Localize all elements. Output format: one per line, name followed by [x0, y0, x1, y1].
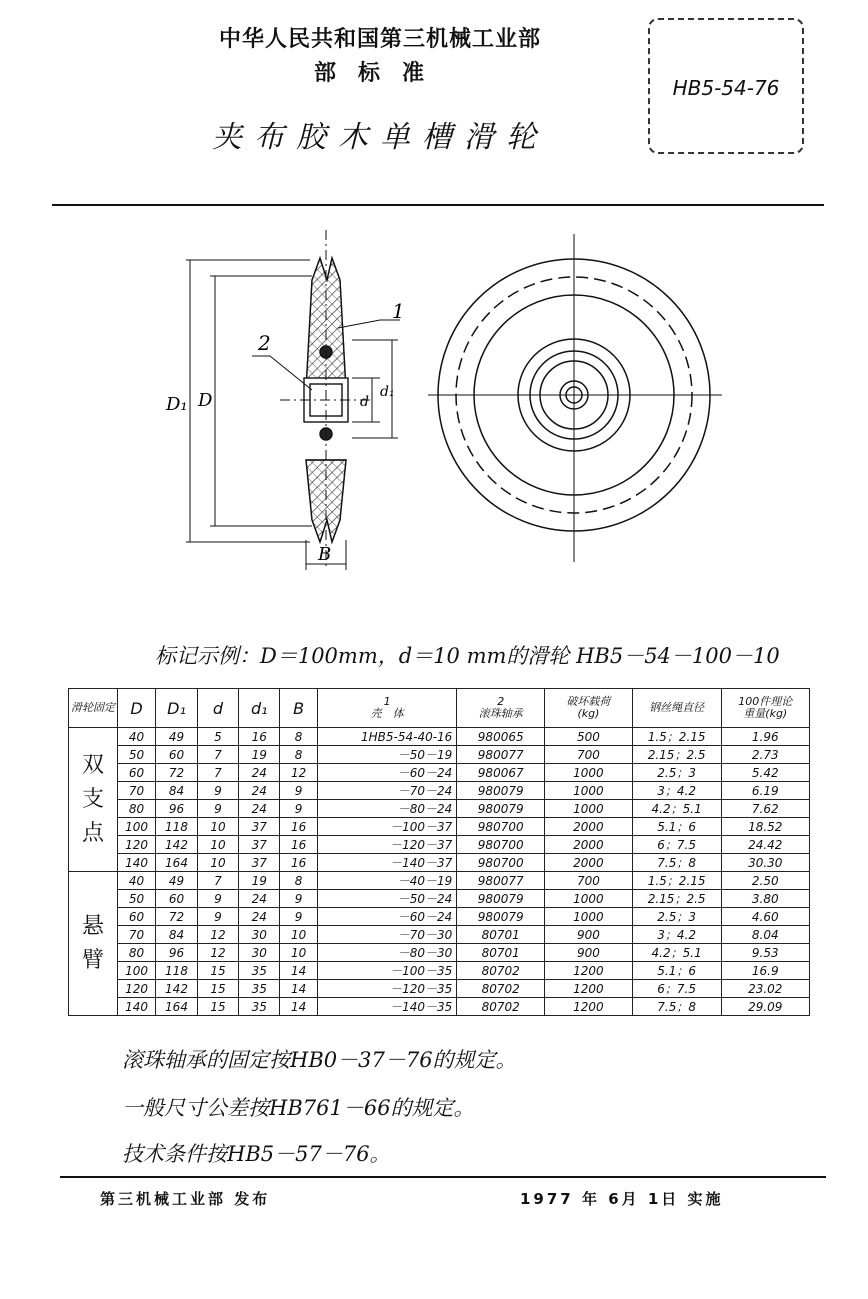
- cell-d: 9: [197, 890, 238, 908]
- cell-D: 40: [118, 728, 156, 746]
- cell-rope: 5.1；6: [632, 818, 721, 836]
- cell-shell: －140－37: [317, 854, 456, 872]
- cell-shell: －100－35: [317, 962, 456, 980]
- cell-rope: 4.2；5.1: [632, 800, 721, 818]
- cell-shell: －140－35: [317, 998, 456, 1016]
- cell-rope: 3；4.2: [632, 782, 721, 800]
- cell-D1: 49: [156, 872, 198, 890]
- table-row: [69, 944, 810, 962]
- cell-load: 1000: [545, 908, 633, 926]
- marking-example: 标记示例：D＝100mm，d＝10 mm的滑轮 HB5－54－100－10: [155, 644, 780, 668]
- cell-load: 1000: [545, 800, 633, 818]
- cell-D1: 142: [156, 980, 198, 998]
- header-B: B: [280, 689, 318, 728]
- footer-effective-date: 1977 年 6月 1日 实施: [520, 1190, 724, 1208]
- cell-B: 16: [280, 836, 318, 854]
- cell-weight: 2.73: [721, 746, 810, 764]
- cell-bearing: 980077: [457, 746, 545, 764]
- cell-load: 2000: [545, 836, 633, 854]
- header-weight-unit: 重量(kg): [743, 707, 788, 720]
- cell-d: 15: [197, 980, 238, 998]
- cell-weight: 18.52: [721, 818, 810, 836]
- label-D: D: [198, 390, 213, 411]
- cell-weight: 3.80: [721, 890, 810, 908]
- cell-bearing: 980700: [457, 836, 545, 854]
- cell-rope: 2.5；3: [632, 908, 721, 926]
- cell-shell: －80－30: [317, 944, 456, 962]
- cell-shell: －50－24: [317, 890, 456, 908]
- cell-rope: 6；7.5: [632, 836, 721, 854]
- cell-load: 1200: [545, 980, 633, 998]
- cell-bearing: 980079: [457, 782, 545, 800]
- cell-D: 50: [118, 890, 156, 908]
- cell-D: 120: [118, 836, 156, 854]
- label-B: B: [318, 544, 332, 565]
- cell-d1: 30: [239, 944, 280, 962]
- cell-B: 14: [280, 980, 318, 998]
- cell-D: 140: [118, 854, 156, 872]
- cell-d: 5: [197, 728, 238, 746]
- cell-d1: 37: [239, 818, 280, 836]
- label-d1: d₁: [380, 384, 395, 400]
- cell-shell: －60－24: [317, 764, 456, 782]
- cell-d1: 16: [239, 728, 280, 746]
- cell-D1: 84: [156, 926, 198, 944]
- cell-load: 700: [545, 746, 633, 764]
- cell-load: 500: [545, 728, 633, 746]
- cell-bearing: 980079: [457, 800, 545, 818]
- header-part1-name: 壳 体: [370, 707, 404, 720]
- header-part2-no: 2: [497, 695, 505, 708]
- cell-d: 10: [197, 854, 238, 872]
- cell-rope: 2.15；2.5: [632, 746, 721, 764]
- table-row: [69, 998, 810, 1016]
- header-part1-no: 1: [383, 695, 391, 708]
- cell-bearing: 80702: [457, 980, 545, 998]
- cell-shell: －120－37: [317, 836, 456, 854]
- cell-bearing: 980077: [457, 872, 545, 890]
- cell-B: 12: [280, 764, 318, 782]
- cell-d1: 24: [239, 890, 280, 908]
- cell-D1: 60: [156, 746, 198, 764]
- cell-d1: 37: [239, 836, 280, 854]
- table-row: [69, 890, 810, 908]
- document-title: 夹布胶木单槽滑轮: [212, 120, 548, 155]
- footer-publisher: 第三机械工业部 发布: [100, 1190, 271, 1208]
- cell-B: 14: [280, 998, 318, 1016]
- cell-D1: 84: [156, 782, 198, 800]
- note-tolerance: 一般尺寸公差按HB761－66的规定。: [122, 1096, 475, 1120]
- cell-rope: 4.2；5.1: [632, 944, 721, 962]
- cell-d1: 24: [239, 764, 280, 782]
- header-weight-label: 100件理论: [738, 695, 793, 708]
- table-row: [69, 908, 810, 926]
- cell-B: 9: [280, 890, 318, 908]
- cell-d: 7: [197, 764, 238, 782]
- cell-B: 16: [280, 854, 318, 872]
- cell-load: 1000: [545, 764, 633, 782]
- specification-table-body: [69, 728, 810, 1016]
- cell-d: 12: [197, 926, 238, 944]
- cell-weight: 2.50: [721, 872, 810, 890]
- cell-weight: 16.9: [721, 962, 810, 980]
- header-weight: [721, 689, 810, 728]
- cell-rope: 2.5；3: [632, 764, 721, 782]
- cell-rope: 7.5；8: [632, 854, 721, 872]
- cell-D: 50: [118, 746, 156, 764]
- table-row: [69, 800, 810, 818]
- cell-D: 120: [118, 980, 156, 998]
- cell-shell: －70－24: [317, 782, 456, 800]
- fixing-group-char: 双: [81, 752, 104, 778]
- cell-D: 80: [118, 800, 156, 818]
- cell-weight: 24.42: [721, 836, 810, 854]
- header-part2: [457, 689, 545, 728]
- cell-load: 900: [545, 926, 633, 944]
- label-d: d: [360, 394, 369, 410]
- cell-rope: 1.5；2.15: [632, 872, 721, 890]
- cell-d: 10: [197, 818, 238, 836]
- header-D: D: [118, 689, 156, 728]
- cell-B: 10: [280, 926, 318, 944]
- cell-load: 1200: [545, 962, 633, 980]
- header-fixing: 滑轮固定: [69, 689, 118, 728]
- cell-D1: 118: [156, 962, 198, 980]
- cell-weight: 5.42: [721, 764, 810, 782]
- cell-bearing: 80701: [457, 926, 545, 944]
- cell-rope: 1.5；2.15: [632, 728, 721, 746]
- cell-load: 1200: [545, 998, 633, 1016]
- cell-d: 15: [197, 962, 238, 980]
- cell-load: 2000: [545, 818, 633, 836]
- cell-shell: －40－19: [317, 872, 456, 890]
- cell-D1: 164: [156, 854, 198, 872]
- cell-D: 80: [118, 944, 156, 962]
- cell-shell: －70－30: [317, 926, 456, 944]
- table-row: [69, 836, 810, 854]
- cell-D1: 49: [156, 728, 198, 746]
- table-row: [69, 818, 810, 836]
- cell-d: 9: [197, 908, 238, 926]
- cell-weight: 4.60: [721, 908, 810, 926]
- cell-load: 900: [545, 944, 633, 962]
- fixing-group-char: 臂: [81, 947, 104, 973]
- cell-D1: 72: [156, 764, 198, 782]
- cell-shell: －100－37: [317, 818, 456, 836]
- pulley-drawing: [0, 220, 868, 600]
- standard-number: HB5-54-76: [672, 76, 780, 100]
- cell-rope: 5.1；6: [632, 962, 721, 980]
- cell-shell: 1HB5-54-40-16: [317, 728, 456, 746]
- header-rope: 钢丝绳直径: [632, 689, 721, 728]
- cell-weight: 1.96: [721, 728, 810, 746]
- header-load: [545, 689, 633, 728]
- cell-bearing: 980079: [457, 908, 545, 926]
- cell-weight: 6.19: [721, 782, 810, 800]
- cell-d: 9: [197, 782, 238, 800]
- cell-rope: 6；7.5: [632, 980, 721, 998]
- footer-divider: [60, 1176, 826, 1178]
- table-row: [69, 728, 810, 746]
- cell-shell: －50－19: [317, 746, 456, 764]
- cell-weight: 9.53: [721, 944, 810, 962]
- cell-D: 60: [118, 908, 156, 926]
- cell-load: 700: [545, 872, 633, 890]
- cell-d1: 19: [239, 746, 280, 764]
- cell-d: 9: [197, 800, 238, 818]
- cell-B: 16: [280, 818, 318, 836]
- cell-d1: 35: [239, 980, 280, 998]
- cell-d1: 30: [239, 926, 280, 944]
- cell-d: 12: [197, 944, 238, 962]
- header-divider: [52, 204, 824, 206]
- label-part-2: 2: [258, 331, 271, 355]
- cell-B: 14: [280, 962, 318, 980]
- table-row: [69, 764, 810, 782]
- table-row: [69, 926, 810, 944]
- note-technical-conditions: 技术条件按HB5－57－76。: [122, 1142, 391, 1166]
- header-d: d: [197, 689, 238, 728]
- cell-weight: 29.09: [721, 998, 810, 1016]
- cell-d1: 24: [239, 800, 280, 818]
- cell-D1: 60: [156, 890, 198, 908]
- cell-weight: 7.62: [721, 800, 810, 818]
- cell-D1: 164: [156, 998, 198, 1016]
- front-view: [428, 234, 722, 562]
- cell-d1: 24: [239, 782, 280, 800]
- cell-bearing: 80701: [457, 944, 545, 962]
- cell-D: 70: [118, 926, 156, 944]
- label-part-1: 1: [392, 299, 405, 323]
- table-row: [69, 746, 810, 764]
- cell-weight: 8.04: [721, 926, 810, 944]
- cell-D: 60: [118, 764, 156, 782]
- label-D1: D₁: [166, 394, 188, 415]
- cell-d: 7: [197, 872, 238, 890]
- cell-B: 10: [280, 944, 318, 962]
- cell-shell: －120－35: [317, 980, 456, 998]
- cell-bearing: 980700: [457, 818, 545, 836]
- cell-d: 10: [197, 836, 238, 854]
- cell-load: 1000: [545, 890, 633, 908]
- cell-D1: 142: [156, 836, 198, 854]
- table-row: [69, 782, 810, 800]
- cell-B: 8: [280, 728, 318, 746]
- cell-bearing: 980700: [457, 854, 545, 872]
- cell-bearing: 980065: [457, 728, 545, 746]
- fixing-group-char: 悬: [81, 913, 104, 939]
- fixing-group-cell: [69, 728, 118, 872]
- cell-weight: 30.30: [721, 854, 810, 872]
- cell-rope: 7.5；8: [632, 998, 721, 1016]
- header-load-unit: (kg): [577, 707, 600, 720]
- header-load-label: 破坏载荷: [566, 695, 611, 708]
- cell-load: 1000: [545, 782, 633, 800]
- cell-rope: 3；4.2: [632, 926, 721, 944]
- header-d1: d₁: [239, 689, 280, 728]
- cell-B: 8: [280, 746, 318, 764]
- cell-bearing: 80702: [457, 998, 545, 1016]
- cell-d: 15: [197, 998, 238, 1016]
- cell-bearing: 980079: [457, 890, 545, 908]
- table-row: [69, 854, 810, 872]
- cell-rope: 2.15；2.5: [632, 890, 721, 908]
- table-row: [69, 872, 810, 890]
- cell-load: 2000: [545, 854, 633, 872]
- cell-weight: 23.02: [721, 980, 810, 998]
- cell-D: 70: [118, 782, 156, 800]
- cell-d1: 35: [239, 998, 280, 1016]
- cell-D1: 118: [156, 818, 198, 836]
- cell-B: 9: [280, 908, 318, 926]
- header-standard-type: 部标准: [313, 60, 446, 86]
- cell-shell: －80－24: [317, 800, 456, 818]
- table-row: [69, 962, 810, 980]
- cell-B: 9: [280, 800, 318, 818]
- cell-B: 8: [280, 872, 318, 890]
- header-part2-name: 滚珠轴承: [478, 707, 523, 720]
- cell-d1: 35: [239, 962, 280, 980]
- specification-table: [68, 688, 810, 1016]
- cell-D: 100: [118, 818, 156, 836]
- cell-D: 100: [118, 962, 156, 980]
- cell-D1: 96: [156, 800, 198, 818]
- header-ministry: 中华人民共和国第三机械工业部: [218, 26, 541, 52]
- cell-d1: 19: [239, 872, 280, 890]
- cell-d1: 24: [239, 908, 280, 926]
- cell-shell: －60－24: [317, 908, 456, 926]
- cell-bearing: 80702: [457, 962, 545, 980]
- table-row: [69, 980, 810, 998]
- cell-B: 9: [280, 782, 318, 800]
- cell-d: 7: [197, 746, 238, 764]
- header-D1: D₁: [156, 689, 198, 728]
- cell-D: 140: [118, 998, 156, 1016]
- fixing-group-cell: [69, 872, 118, 1016]
- cell-D: 40: [118, 872, 156, 890]
- fixing-group-char: 点: [81, 820, 104, 846]
- fixing-group-char: 支: [81, 786, 104, 812]
- cell-bearing: 980067: [457, 764, 545, 782]
- cell-D1: 72: [156, 908, 198, 926]
- cell-d1: 37: [239, 854, 280, 872]
- cell-D1: 96: [156, 944, 198, 962]
- note-bearing-fixing: 滚珠轴承的固定按HB0－37－76的规定。: [122, 1048, 517, 1072]
- header-part1: [317, 689, 456, 728]
